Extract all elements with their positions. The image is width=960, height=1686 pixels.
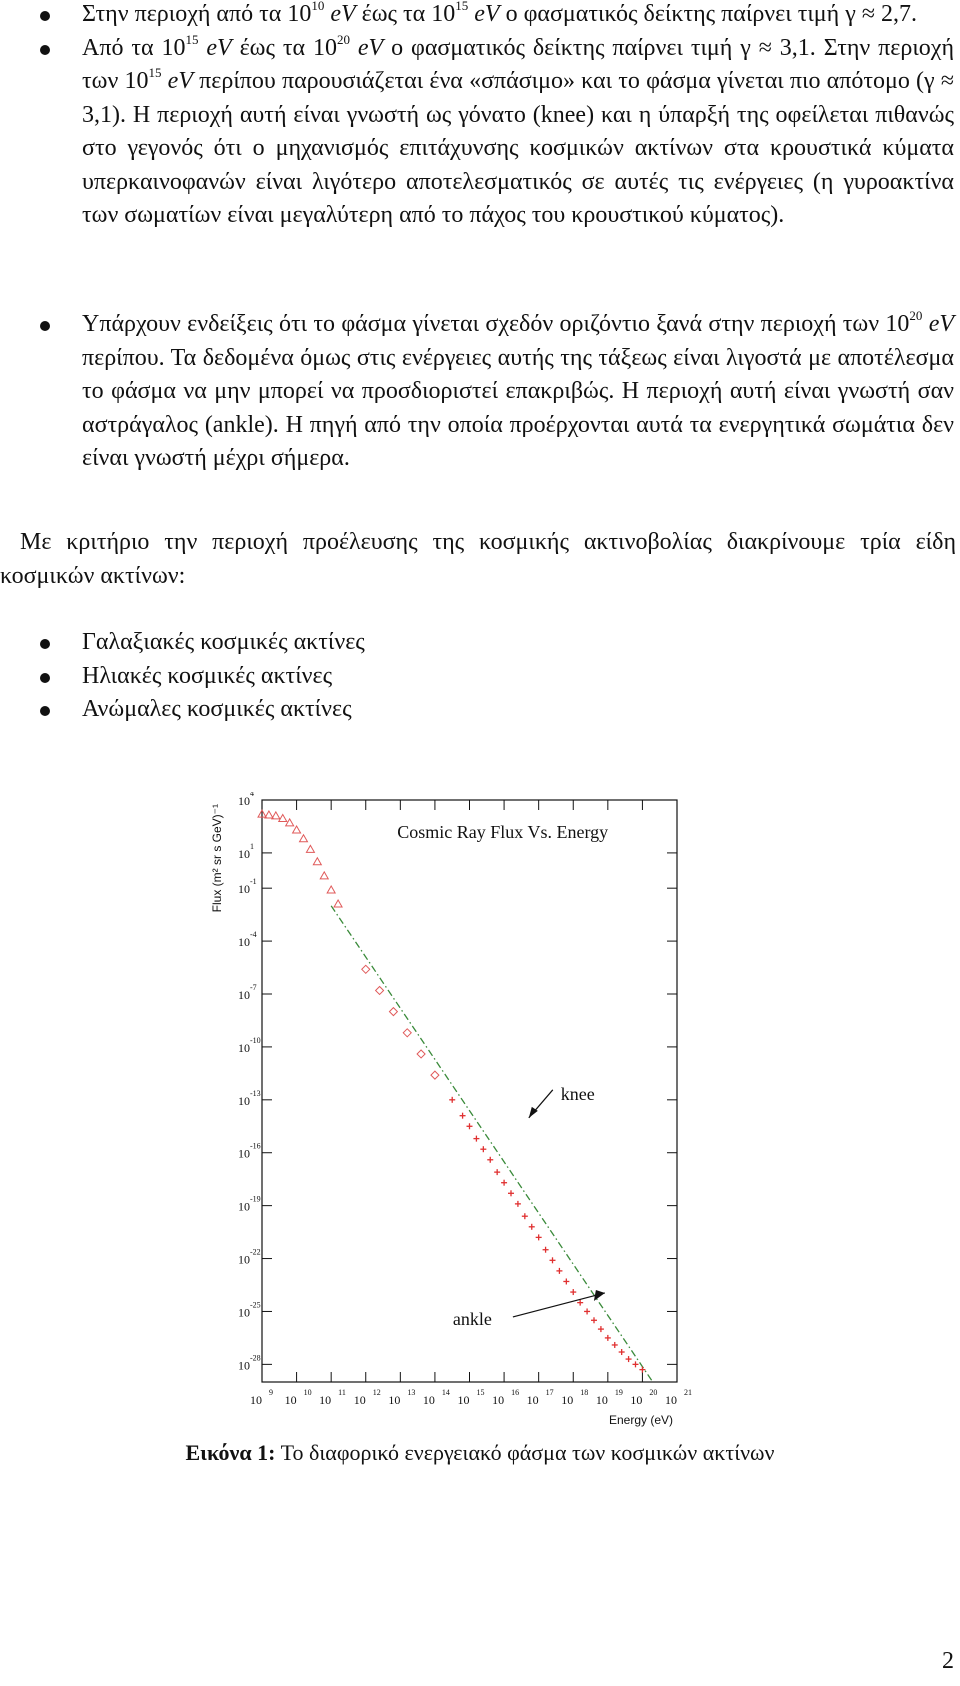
x-tick-label: 10 bbox=[561, 1393, 574, 1407]
ankle-arrow bbox=[513, 1293, 605, 1317]
bullet-text: Από τα $10^{15}$ eV έως τα $10^{20}$ eV ο φασματικός δείκτης παίρνει τιμή γ ≈ 3,1. Στην περιοχή των $10^{15}$ eV περίπου παρουσιάζεται ένα «σπάσιμο» και το φάσμα γίνεται πιο απότομο (γ ≈ 3,1). Η περιοχή αυτή είναι γνωστή ως γόνατο (knee) και η ύπαρξή της οφείλεται πιθανώς στο γεγονός ότι ο μηχανισμός επιτάχυνσης κοσμικών ακτίνων στα κρουστικά κύματα υπερκαινοφανών είναι λιγότερο αποτελεσματικός σε αυτές τις ενέργειες (η γυροακτίνα των σωματίων είναι μεγαλύτερη από το πάχος του κρουστικού κύματος). bbox=[82, 31, 955, 228]
ankle-annotation: ankle bbox=[452, 1308, 492, 1329]
y-tick-exponent: -4 bbox=[250, 930, 257, 940]
y-tick-label: 10 bbox=[238, 1358, 250, 1373]
x-tick-exponent: 21 bbox=[684, 1388, 692, 1397]
y-tick-exponent: 1 bbox=[250, 841, 254, 851]
y-tick-exponent: -1 bbox=[250, 877, 257, 887]
plot-frame bbox=[262, 800, 677, 1382]
ankle-arrow-head bbox=[594, 1290, 605, 1301]
bullet-text: Στην περιοχή από τα $10^{10}$ eV έως τα $10^{15}$ eV ο φασματικός δείκτης παίρνει τιμή γ ≈ 2,7. bbox=[82, 0, 917, 27]
spectral-index-list bbox=[0, 0, 960, 233]
y-tick-label: 10 bbox=[238, 882, 250, 897]
y-tick-exponent: -28 bbox=[250, 1353, 261, 1363]
data-point bbox=[334, 900, 342, 907]
data-point bbox=[327, 886, 335, 893]
y-tick-label: 10 bbox=[238, 1252, 250, 1267]
x-tick-exponent: 9 bbox=[269, 1388, 273, 1397]
y-tick-exponent: -19 bbox=[250, 1194, 261, 1204]
list-item bbox=[0, 0, 960, 32]
x-tick-label: 10 bbox=[665, 1393, 677, 1407]
figure-caption: Εικόνα 1: Το διαφορικό ενεργειακό φάσμα των κοσμικών ακτίνων bbox=[185, 1440, 775, 1465]
x-tick-label: 10 bbox=[492, 1393, 505, 1407]
y-tick-label: 10 bbox=[238, 1146, 250, 1161]
y-tick-exponent: -13 bbox=[250, 1088, 261, 1098]
chart-title: Cosmic Ray Flux Vs. Energy bbox=[397, 822, 609, 842]
y-tick-exponent: -7 bbox=[250, 983, 257, 992]
bullet-icon bbox=[40, 321, 50, 331]
y-tick-exponent: -25 bbox=[250, 1300, 261, 1310]
x-tick-exponent: 13 bbox=[407, 1388, 416, 1397]
x-tick-label: 10 bbox=[422, 1393, 435, 1407]
ankle-list bbox=[0, 308, 960, 476]
x-tick-label: 10 bbox=[388, 1393, 401, 1407]
x-tick-exponent: 18 bbox=[580, 1388, 589, 1397]
y-tick-label: 10 bbox=[238, 1093, 250, 1108]
x-tick-exponent: 14 bbox=[441, 1388, 450, 1397]
x-tick-exponent: 16 bbox=[511, 1388, 520, 1397]
data-point bbox=[306, 845, 314, 852]
bullet-icon bbox=[40, 45, 50, 55]
y-tick-label: 10 bbox=[238, 846, 250, 861]
list-item bbox=[0, 308, 960, 476]
data-point bbox=[293, 826, 301, 833]
list-item: Ανώμαλες κοσμικές ακτίνες bbox=[0, 693, 365, 727]
flux-chart bbox=[207, 792, 747, 1437]
data-point bbox=[417, 1050, 425, 1058]
data-point bbox=[313, 858, 321, 865]
x-tick-exponent: 15 bbox=[476, 1388, 485, 1397]
y-tick-exponent: -22 bbox=[250, 1247, 261, 1257]
data-point bbox=[376, 986, 384, 994]
y-tick-exponent: -10 bbox=[250, 1035, 261, 1045]
cosmic-ray-flux-figure bbox=[207, 792, 747, 1437]
bullet-icon bbox=[40, 11, 50, 21]
x-tick-label: 10 bbox=[353, 1393, 366, 1407]
data-point bbox=[286, 819, 294, 826]
data-point bbox=[320, 872, 328, 879]
x-axis-label: Energy (eV) bbox=[608, 1413, 673, 1427]
y-tick-label: 10 bbox=[238, 988, 250, 1002]
x-tick-label: 10 bbox=[284, 1393, 297, 1407]
x-tick-label: 10 bbox=[250, 1393, 262, 1407]
page-number: 2 bbox=[942, 1648, 954, 1674]
x-tick-exponent: 11 bbox=[338, 1388, 346, 1397]
list-item: Ηλιακές κοσμικές ακτίνες bbox=[0, 660, 365, 694]
x-tick-exponent: 10 bbox=[303, 1388, 312, 1397]
knee-annotation: knee bbox=[560, 1083, 595, 1104]
y-tick-exponent: 4 bbox=[250, 792, 254, 798]
data-point bbox=[389, 1008, 397, 1016]
x-tick-exponent: 20 bbox=[649, 1388, 658, 1397]
data-point bbox=[279, 815, 287, 822]
classification-intro: Με κριτήριο την περιοχή προέλευσης της κοσμικής ακτινοβολίας διακρίνουμε τρία είδη κοσμικών ακτίνων: bbox=[0, 529, 956, 589]
x-tick-label: 10 bbox=[595, 1393, 608, 1407]
y-tick-label: 10 bbox=[238, 1305, 250, 1320]
x-tick-label: 10 bbox=[457, 1393, 470, 1407]
x-tick-exponent: 17 bbox=[545, 1388, 554, 1397]
data-point bbox=[300, 835, 308, 842]
bullet-icon bbox=[40, 673, 50, 683]
x-tick-exponent: 12 bbox=[372, 1388, 381, 1397]
data-point bbox=[431, 1071, 439, 1079]
y-tick-label: 10 bbox=[238, 794, 250, 808]
list-item bbox=[0, 32, 960, 233]
x-tick-label: 10 bbox=[526, 1393, 539, 1407]
x-tick-exponent: 19 bbox=[614, 1388, 623, 1397]
data-point bbox=[362, 965, 370, 973]
list-item: Γαλαξιακές κοσμικές ακτίνες bbox=[0, 626, 365, 660]
bullet-icon bbox=[40, 706, 50, 716]
y-tick-label: 10 bbox=[238, 935, 250, 950]
y-axis-label: Flux (m² sr s GeV)⁻¹ bbox=[210, 804, 224, 913]
cosmic-ray-types-list bbox=[0, 626, 365, 727]
x-tick-label: 10 bbox=[630, 1393, 643, 1407]
bullet-text: Υπάρχουν ενδείξεις ότι το φάσμα γίνεται σχεδόν οριζόντιο ξανά στην περιοχή των $10^{20}$ eV περίπου. Τα δεδομένα όμως στις ενέργειες αυτής της τάξεως είναι λιγοστά με αποτέλεσμα το φάσμα να μην μπορεί να προσδιοριστεί επακριβώς. Η περιοχή αυτή είναι γνωστή σαν αστράγαλος (ankle). Η πηγή από την οποία προέρχονται αυτά τα ενεργητικά σωμάτια δεν είναι γνωστή μέχρι σήμερα. bbox=[82, 308, 955, 471]
y-tick-exponent: -16 bbox=[250, 1141, 261, 1151]
y-tick-label: 10 bbox=[238, 1199, 250, 1214]
bullet-icon bbox=[40, 639, 50, 649]
data-point bbox=[403, 1029, 411, 1037]
y-tick-label: 10 bbox=[238, 1040, 250, 1055]
reference-fit-line bbox=[331, 906, 653, 1382]
x-tick-label: 10 bbox=[319, 1393, 332, 1407]
